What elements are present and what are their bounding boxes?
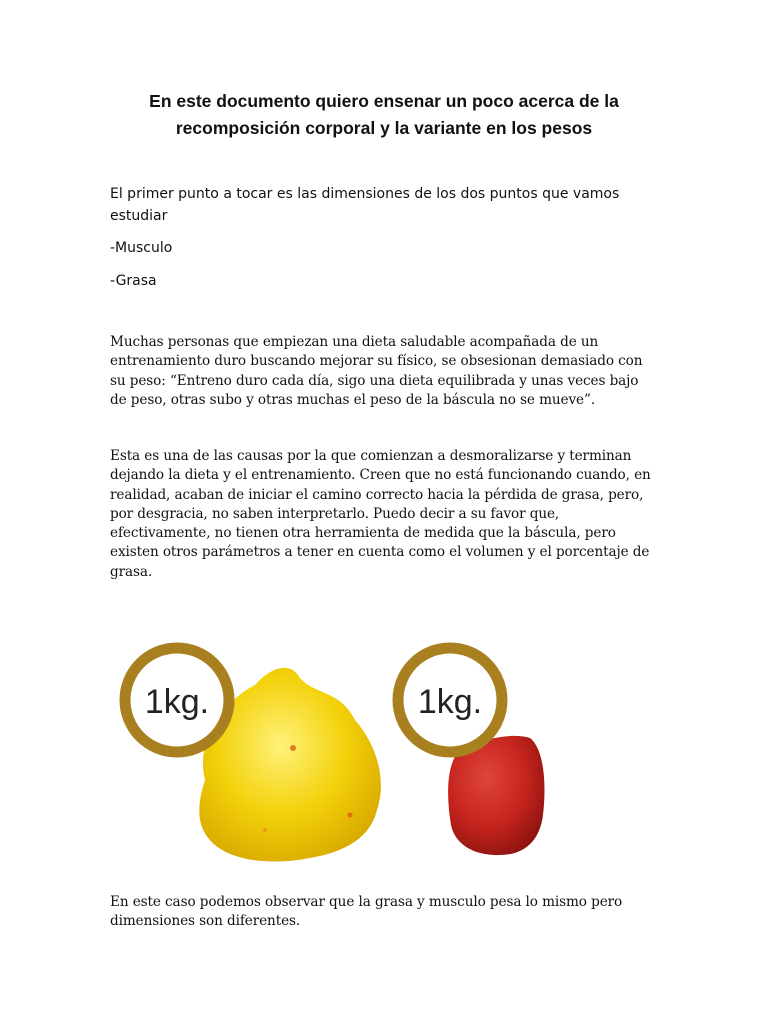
fat-weight-label: 1kg. — [144, 683, 210, 721]
intro-text: El primer punto a tocar es las dimensiones de los dos puntos que vamos estudiar — [110, 186, 620, 224]
paragraph-1: Muchas personas que empiezan una dieta saludable acompañada de un entrenamiento duro buscando mejorar su físico, se obsesionan demasiado con su peso: “Entreno duro cada día, sigo una dieta equilibrada y unas veces bajo de peso, otras subo y otras muchas el peso de la báscula no se mueve”. — [110, 334, 643, 408]
document-title: En este documento quiero ensenar un poco acerca de la recomposición corporal y la variante en los pesos — [149, 91, 619, 138]
list-item-musculo: -Musculo — [110, 240, 173, 256]
muscle-weight-label: 1kg. — [417, 683, 483, 721]
list-item-grasa: -Grasa — [110, 273, 157, 289]
fat-vs-muscle-figure — [115, 640, 555, 875]
paragraph-2: Esta es una de las causas por la que comienzan a desmoralizarse y terminan dejando la dieta y el entrenamiento. Creen que no está funcionando cuando, en realidad, acaban de iniciar el camino correcto hacia la pérdida de grasa, pero, por desgracia, no saben interpretarlo. Puedo decir a su favor que, efectivamente, no tienen otra herramienta de medida que la báscula, pero existen otros parámetros a tener en cuenta como el volumen y el porcentaje de grasa. — [110, 448, 651, 580]
figure-caption: En este caso podemos observar que la grasa y musculo pesa lo mismo pero dimensiones son diferentes. — [110, 894, 623, 930]
